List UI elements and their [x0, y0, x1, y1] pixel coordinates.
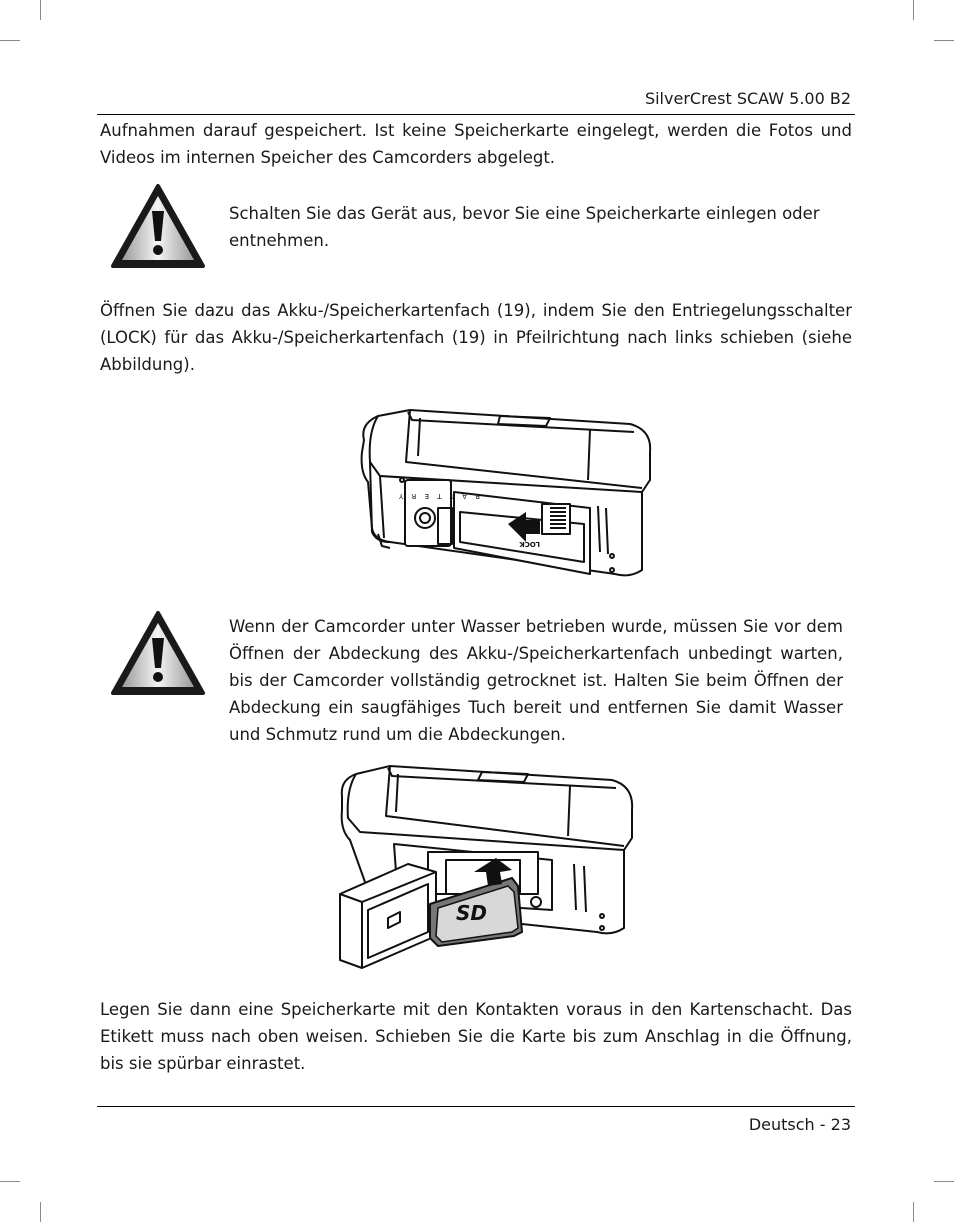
- page-number: Deutsch - 23: [748, 1115, 851, 1134]
- header-title: SilverCrest SCAW 5.00 B2: [644, 89, 851, 108]
- warning-icon: [110, 183, 206, 269]
- header-rule: [97, 114, 855, 115]
- warning-icon: [110, 610, 206, 696]
- sd-logo: SD: [456, 901, 488, 925]
- camcorder-lock-illustration: [350, 402, 655, 582]
- open-compartment-paragraph: Öffnen Sie dazu das Akku-/Speicherkartenfach (19), indem Sie den Entriegelungsschalter (LOCK) für das Akku-/Speicherkartenfach (19) in Pfeilrichtung nach links schieben (siehe Abbildung).: [100, 301, 852, 374]
- crop-mark: [40, 0, 41, 20]
- insert-card-paragraph: Legen Sie dann eine Speicherkarte mit den Kontakten voraus in den Kartenschacht. Das Etikett muss nach oben weisen. Schieben Sie die Karte bis zum Anschlag in die Öffnung, bis sie spürbar einrastet.: [100, 1000, 852, 1073]
- crop-mark: [913, 1202, 914, 1222]
- crop-mark: [40, 1202, 41, 1222]
- crop-mark: [913, 0, 914, 20]
- crop-mark: [934, 1181, 954, 1182]
- crop-mark: [0, 40, 20, 41]
- crop-mark: [934, 40, 954, 41]
- battery-label: B A T T E R Y: [395, 492, 480, 500]
- footer-rule: [97, 1106, 855, 1107]
- warning-text-power-off: Schalten Sie das Gerät aus, bevor Sie eine Speicherkarte einlegen oder entnehmen.: [229, 204, 820, 250]
- warning-text-water: Wenn der Camcorder unter Wasser betrieben wurde, müssen Sie vor dem Öffnen der Abdeckung des Akku-/Speicherkartenfach unbedingt warten, bis der Camcorder vollständig getrocknet ist. Halten Sie beim Öffnen der Abdeckung ein saugfähiges Tuch bereit und entfernen Sie damit Wasser und Schmutz rund um die Abdeckungen.: [229, 617, 843, 744]
- lock-label: LOCK: [519, 540, 540, 548]
- crop-mark: [0, 1181, 20, 1182]
- intro-paragraph: Aufnahmen darauf gespeichert. Ist keine Speicherkarte eingelegt, werden die Fotos und Videos im internen Speicher des Camcorders abgelegt.: [100, 121, 852, 167]
- sd-card-insertion-illustration: [332, 760, 637, 972]
